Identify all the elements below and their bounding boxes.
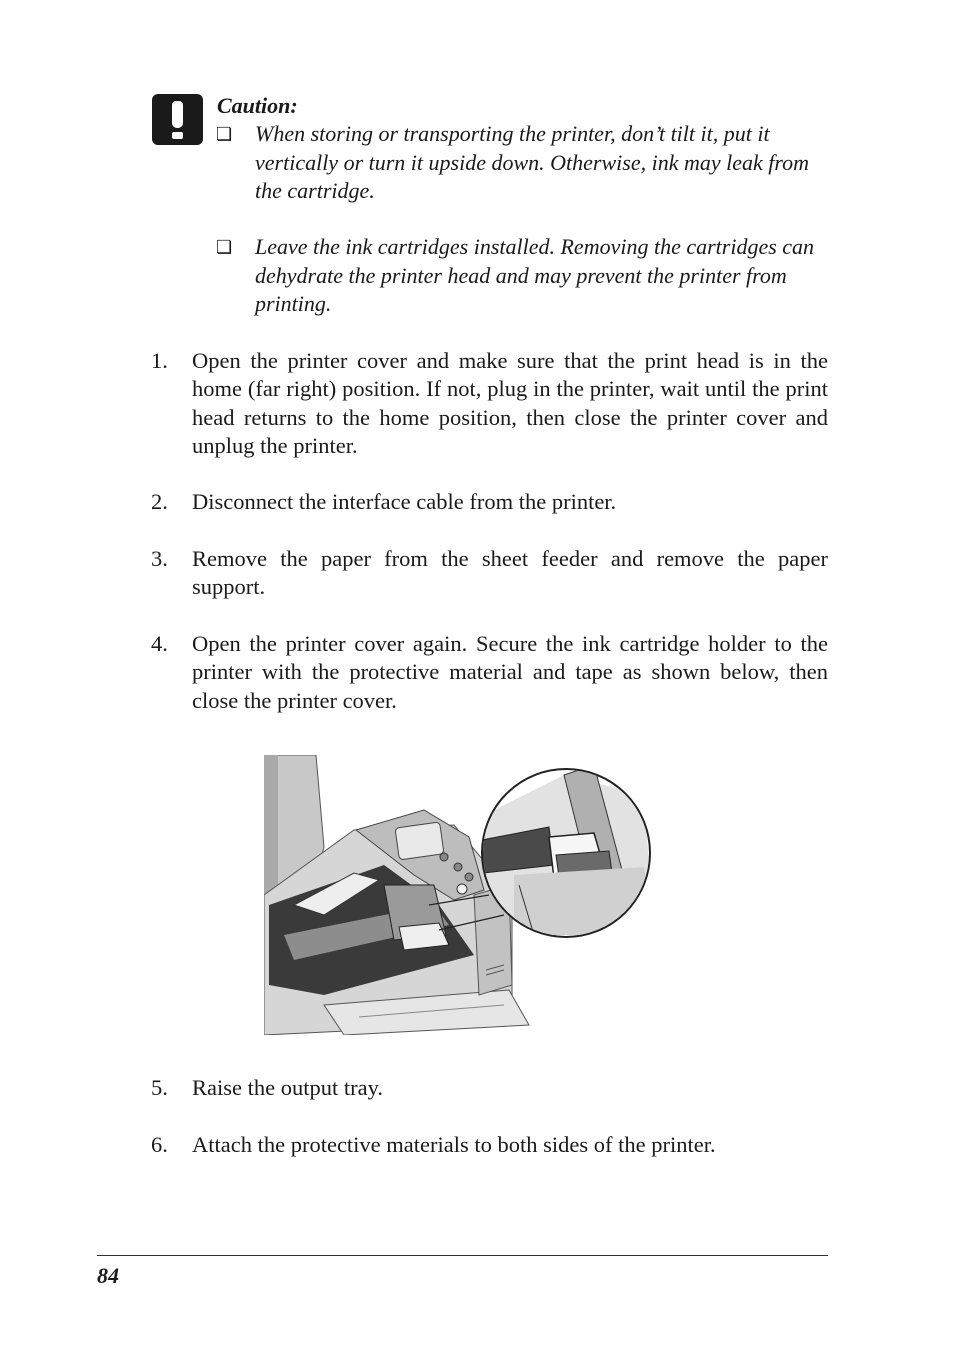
page-number: 84 xyxy=(97,1263,119,1288)
step-number: 2. xyxy=(151,489,168,514)
step-text: Open the printer cover and make sure that the print head is in the home (far right) position. If not, plug in the printer, wait until the print head returns to the home position, then close the printer cover and unplug the printer. xyxy=(192,348,828,458)
step-number: 3. xyxy=(151,546,168,571)
step-number: 6. xyxy=(151,1132,168,1157)
checkbox-bullet-icon: ❏ xyxy=(216,237,233,258)
step-text: Remove the paper from the sheet feeder and remove the paper support. xyxy=(192,546,828,600)
caution-item: When storing or transporting the printer, don’t tilt it, put it vertically or turn it upside down. Otherwise, ink may leak from the cartridge. xyxy=(255,121,809,203)
caution-item: Leave the ink cartridges installed. Removing the cartridges can dehydrate the printer head and may prevent the printer from printing. xyxy=(255,234,815,316)
step-number: 5. xyxy=(151,1075,168,1100)
step-text: Disconnect the interface cable from the printer. xyxy=(192,489,617,514)
step-text: Attach the protective materials to both sides of the printer. xyxy=(192,1132,716,1157)
caution-icon xyxy=(152,94,203,145)
step-number: 4. xyxy=(151,631,168,656)
printer-illustration xyxy=(264,755,654,1035)
step-number: 1. xyxy=(151,348,168,373)
step-text: Raise the output tray. xyxy=(192,1075,383,1100)
checkbox-bullet-icon: ❏ xyxy=(216,124,233,145)
step-text: Open the printer cover again. Secure the ink cartridge holder to the printer with the protective material and tape as shown below, then close the printer cover. xyxy=(192,631,828,713)
footer-rule xyxy=(97,1255,828,1256)
caution-title: Caution: xyxy=(217,93,298,118)
